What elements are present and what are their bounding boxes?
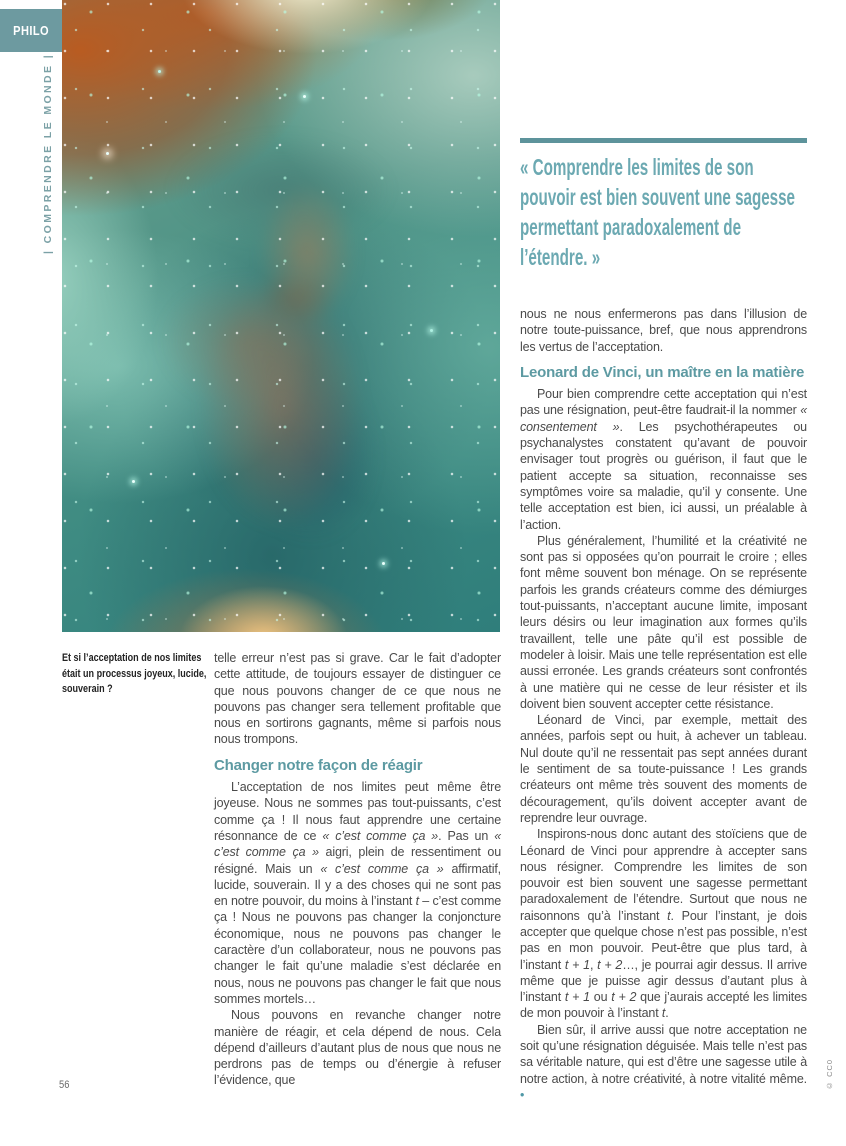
quote-rule [520,138,807,143]
paragraph: telle erreur n’est pas si grave. Car le fait d’adopter cette attitude, de toujours essayer de distinguer ce que nous pouvons changer de ce que nous ne pouvons pas changer sera tellement profitable que nous en sortirons gagnants, même si parfois nous nous trompons. [214,651,501,747]
bright-star [303,95,306,98]
paragraph: Léonard de Vinci, par exemple, mettait des années, parfois sept ou huit, à achever un tableau. Nul doute qu’il ne ressentait pas sept années durant le sentiment de sa toute-puissance ! Les grands créateurs ont même très souvent des moments de découragement, qu’ils doivent accepter avant de reprendre leur ouvrage. [520,713,807,825]
paragraph: Nous pouvons en revanche changer notre manière de réagir, et cela dépend de nous. Cela dépend d’ailleurs d’autant plus de nous que nous ne perdrons pas de temps ou d’énergie à refuser l’évidence, que [214,1008,501,1088]
paragraph: L’acceptation de nos limites peut même être joyeuse. Nous ne sommes pas tout-puissants, c’est comme ça ! Il nous faut apprendre une certaine résonnance de ce « c’est comme ça ». Pas un « c’est comme ça » aigri, plein de ressentiment ou résigné. Mais un « c’est comme ça » affirmatif, lucide, souverain. Il y a des choses qui ne sont pas en notre pouvoir, du moins à l’instant t – c’est comme ça ! Nous ne pouvons pas changer la conjoncture économique, nous ne pouvons pas changer le caractère d’un collaborateur, nous ne pouvons pas changer le fait qu’une maladie s’est déclarée en nous, nous ne pouvons pas changer le fait que nous sommes mortels… [214,780,502,1006]
vertical-section-title: | COMPRENDRE LE MONDE | [42,52,54,254]
bright-star [430,329,433,332]
image-caption [62,651,214,698]
pull-quote-text: « Comprendre les limites de son pouvoir est bien souvent une sagesse permettant paradoxalement de l’étendre. » [520,154,796,270]
subheading-changer-reagir: Changer notre façon de réagir [214,756,423,774]
pull-quote [520,138,807,272]
article-column-right [520,306,807,1103]
page-number: 56 [59,1079,70,1091]
paragraph: Plus généralement, l’humilité et la créativité ne sont pas si opposées qu’on pourrait le croire ; elles font même souvent bon ménage. On se représente parfois les grands créateurs comme des démiurges tout-puissants, n’acceptant aucune limite, imposant leurs désirs ou leur imagination aux formes qu’ils travaillent, telle une pâte qu’il est possible de modeler à loisir. Mais une telle représentation est elle aussi erronée. Les grands créateurs sont confrontés à une matière qui ne cesse de leur résister et ils doivent bien souvent accepter cette résistance. [520,533,807,711]
article-column-left [214,650,501,1089]
photo-credit: © CC0 [825,1058,834,1090]
paragraph: Bien sûr, il arrive aussi que notre acceptation ne soit qu’une résignation déguisée. Mais telle n’est pas sa véritable nature, qui est d’être une sagesse utile à notre action, à notre créativité, à notre vitalité même. • [520,1022,807,1102]
starfield-overlay [62,0,500,632]
paragraph: Inspirons-nous donc autant des stoïciens que de Léonard de Vinci pour apprendre à accepter sans nous résigner. Comprendre les limites de son pouvoir est bien souvent une sagesse permettant paradoxalement de l’étendre. Surtout que nous ne raisonnons qu’à l’instant t. Pour l’instant, je dois accepter que quelque chose n’est pas possible, n’est pas en mon pouvoir. Peut-être que plus tard, à l’instant t + 1, t + 2…, je pourrai agir dessus. Il arrive même que je puisse agir dessus d’autant plus à l’instant t + 1 ou t + 2 que j’aurais accepté les limites de mon pouvoir à l’instant t. [520,827,808,1021]
paragraph: Pour bien comprendre cette acceptation qui n’est pas une résignation, peut-être faudrait-il la nommer « consentement ». Les psychothérapeutes ou psychanalystes constatent qu’avant de pouvoir envisager tout progrès ou guérison, il faut que le patient accepte sa situation, reconnaisse ses symptômes voire sa maladie, qu’il y consente. Une telle acceptation est bien, ici aussi, un préalable à l’action. [520,387,807,532]
paragraph: nous ne nous enfermerons pas dans l’illusion de notre toute-puissance, bref, que nous apprendrons les vertus de l’acceptation. [520,307,807,354]
section-kicker-badge [0,9,62,52]
subheading-leonard-de-vinci: Leonard de Vinci, un maître en la matière [520,363,805,381]
section-kicker-label: PHILO [13,23,49,38]
bright-star [106,152,109,155]
hero-nebula-image [62,0,500,632]
image-caption-text: Et si l’acceptation de nos limites était un processus joyeux, lucide, souverain ? [62,652,207,695]
